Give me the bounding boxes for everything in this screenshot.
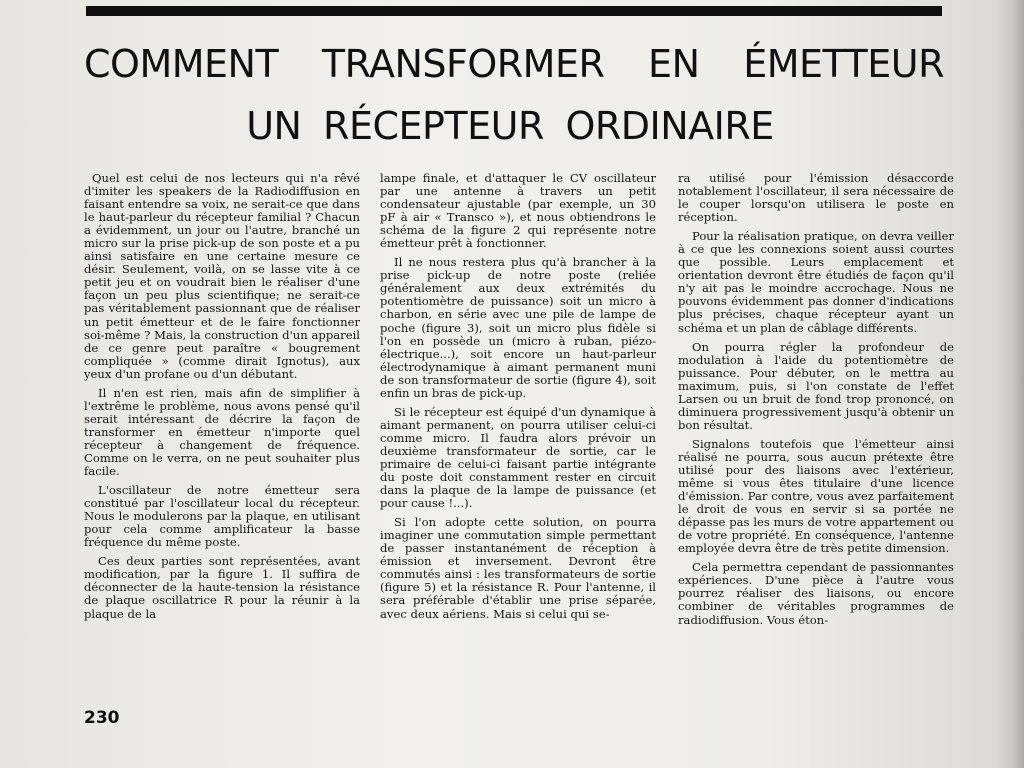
paragraph: Cela permettra cependant de passionnantes expériences. D'une pièce à l'autre vous pourrez réaliser des liaisons, ou encore combiner de véritables programmes de radiodiffusion. Vous éton- — [678, 560, 954, 627]
paragraph: Ces deux parties sont représentées, avant modification, par la figure 1. Il suffira de déconnecter de la haute-tension la résistance de plaque oscillatrice R pour la réunir à la plaque de la — [84, 554, 360, 621]
paragraph: On pourra régler la profondeur de modulation à l'aide du potentiomètre de puissance. Pour débuter, on le mettra au maximum, puis, si l'on constate de l'effet Larsen ou un bruit de fond trop prononcé, on diminuera progressivement jusqu'à obtenir un bon résultat. — [678, 339, 954, 432]
paragraph: Pour la réalisation pratique, on devra veiller à ce que les connexions soient aussi courtes que possible. Leurs emplacement et orientation devront être étudiés de façon qu'il n'y ait pas le moindre accrochage. Nous ne pouvons évidemment pas donner d'indications plus précises, chaque récepteur ayant un schéma et un plan de câblage différents. — [678, 229, 954, 335]
paragraph: Si l'on adopte cette solution, on pourra imaginer une commutation simple permettant de passer instantanément de réception à émission et inversement. Devront être commutés ainsi : les transformateurs de sortie (figure 5) et la résistance R. Pour l'antenne, il sera préférable d'établir une prise séparée, avec deux aériens. Mais si celui qui se- — [380, 515, 656, 621]
top-rule — [86, 6, 942, 16]
article-title-line-1: COMMENT TRANSFORMER EN ÉMETTEUR — [84, 42, 944, 86]
page-fold-shadow — [1010, 0, 1024, 768]
paragraph: L'oscillateur de notre émetteur sera constitué par l'oscillateur local du récepteur. Nous le modulerons par la plaque, en utilisant pour cela comme amplificateur la basse fréquence du même poste. — [84, 483, 360, 550]
text-column-2 — [380, 172, 656, 700]
paragraph: Signalons toutefois que l'émetteur ainsi réalisé ne pourra, sous aucun prétexte être utilisé pour des liaisons avec l'extérieur, même si vous êtes titulaire d'une licence d'émission. Par contre, vous avez parfaitement le droit de vous en servir si sa portée ne dépasse pas les murs de votre appartement ou de votre propriété. En conséquence, l'antenne employée devra être de très petite dimension. — [678, 436, 954, 556]
paragraph: Il n'en est rien, mais afin de simplifier à l'extrême le problème, nous avons pensé qu'il serait intéressant de décrire la façon de transformer en émetteur n'importe quel récepteur à changement de fréquence. Comme on le verra, on ne peut souhaiter plus facile. — [84, 385, 360, 479]
paragraph: Si le récepteur est équipé d'un dynamique à aimant permanent, on pourra utiliser celui-ci comme micro. Il faudra alors prévoir un deuxième transformateur de sortie, car le primaire de celui-ci faisant partie intégrante du poste doit constamment rester en circuit dans la plaque de la lampe de puissance (et pour cause !...). — [380, 404, 656, 511]
paragraph: lampe finale, et d'attaquer le CV oscillateur par une antenne à travers un petit condensateur ajustable (par exemple, un 30 pF à air « Transco »), et nous obtiendrons le schéma de la figure 2 qui représente notre émetteur prêt à fonctionner. — [380, 172, 656, 251]
text-column-3 — [678, 172, 954, 700]
paragraph: ra utilisé pour l'émission désaccorde notablement l'oscillateur, il sera nécessaire de le couper lorsqu'on utilisera le poste en réception. — [678, 172, 954, 225]
paragraph: Il ne nous restera plus qu'à brancher à la prise pick-up de notre poste (reliée généralement aux deux extrémités du potentiomètre de puissance) soit un micro à charbon, en série avec une pile de lampe de poche (figure 3), soit un micro plus fidèle si l'on en possède un (micro à ruban, piézo-électrique...), soit encore un haut-parleur électrodynamique à aimant permanent muni de son transformateur de sortie (figure 4), soit enfin un bras de pick-up. — [380, 255, 656, 400]
text-column-1 — [84, 172, 360, 700]
paragraph: Quel est celui de nos lecteurs qui n'a rêvé d'imiter les speakers de la Radiodiffusion en faisant entendre sa voix, ne serait-ce que dans le haut-parleur du récepteur familial ? Chacun a évidemment, un jour ou l'autre, branché un micro sur la prise pick-up de son poste et a pu ainsi satisfaire en une certaine mesure ce désir. Seulement, voilà, on se lasse vite à ce petit jeu et on voudrait bien le réaliser d'une façon un peu plus scientifique; ne serait-ce pas véritablement passionnant que de réaliser un petit émetteur et de le faire fonctionner soi-même ? Mais, la construction d'un appareil de ce genre peut paraître « bougrement compliquée » (comme dirait Ignotus), aux yeux d'un profane ou d'un débutant. — [84, 172, 360, 381]
page-number: 230 — [84, 708, 120, 728]
article-title-line-2: UN RÉCEPTEUR ORDINAIRE — [246, 104, 774, 148]
